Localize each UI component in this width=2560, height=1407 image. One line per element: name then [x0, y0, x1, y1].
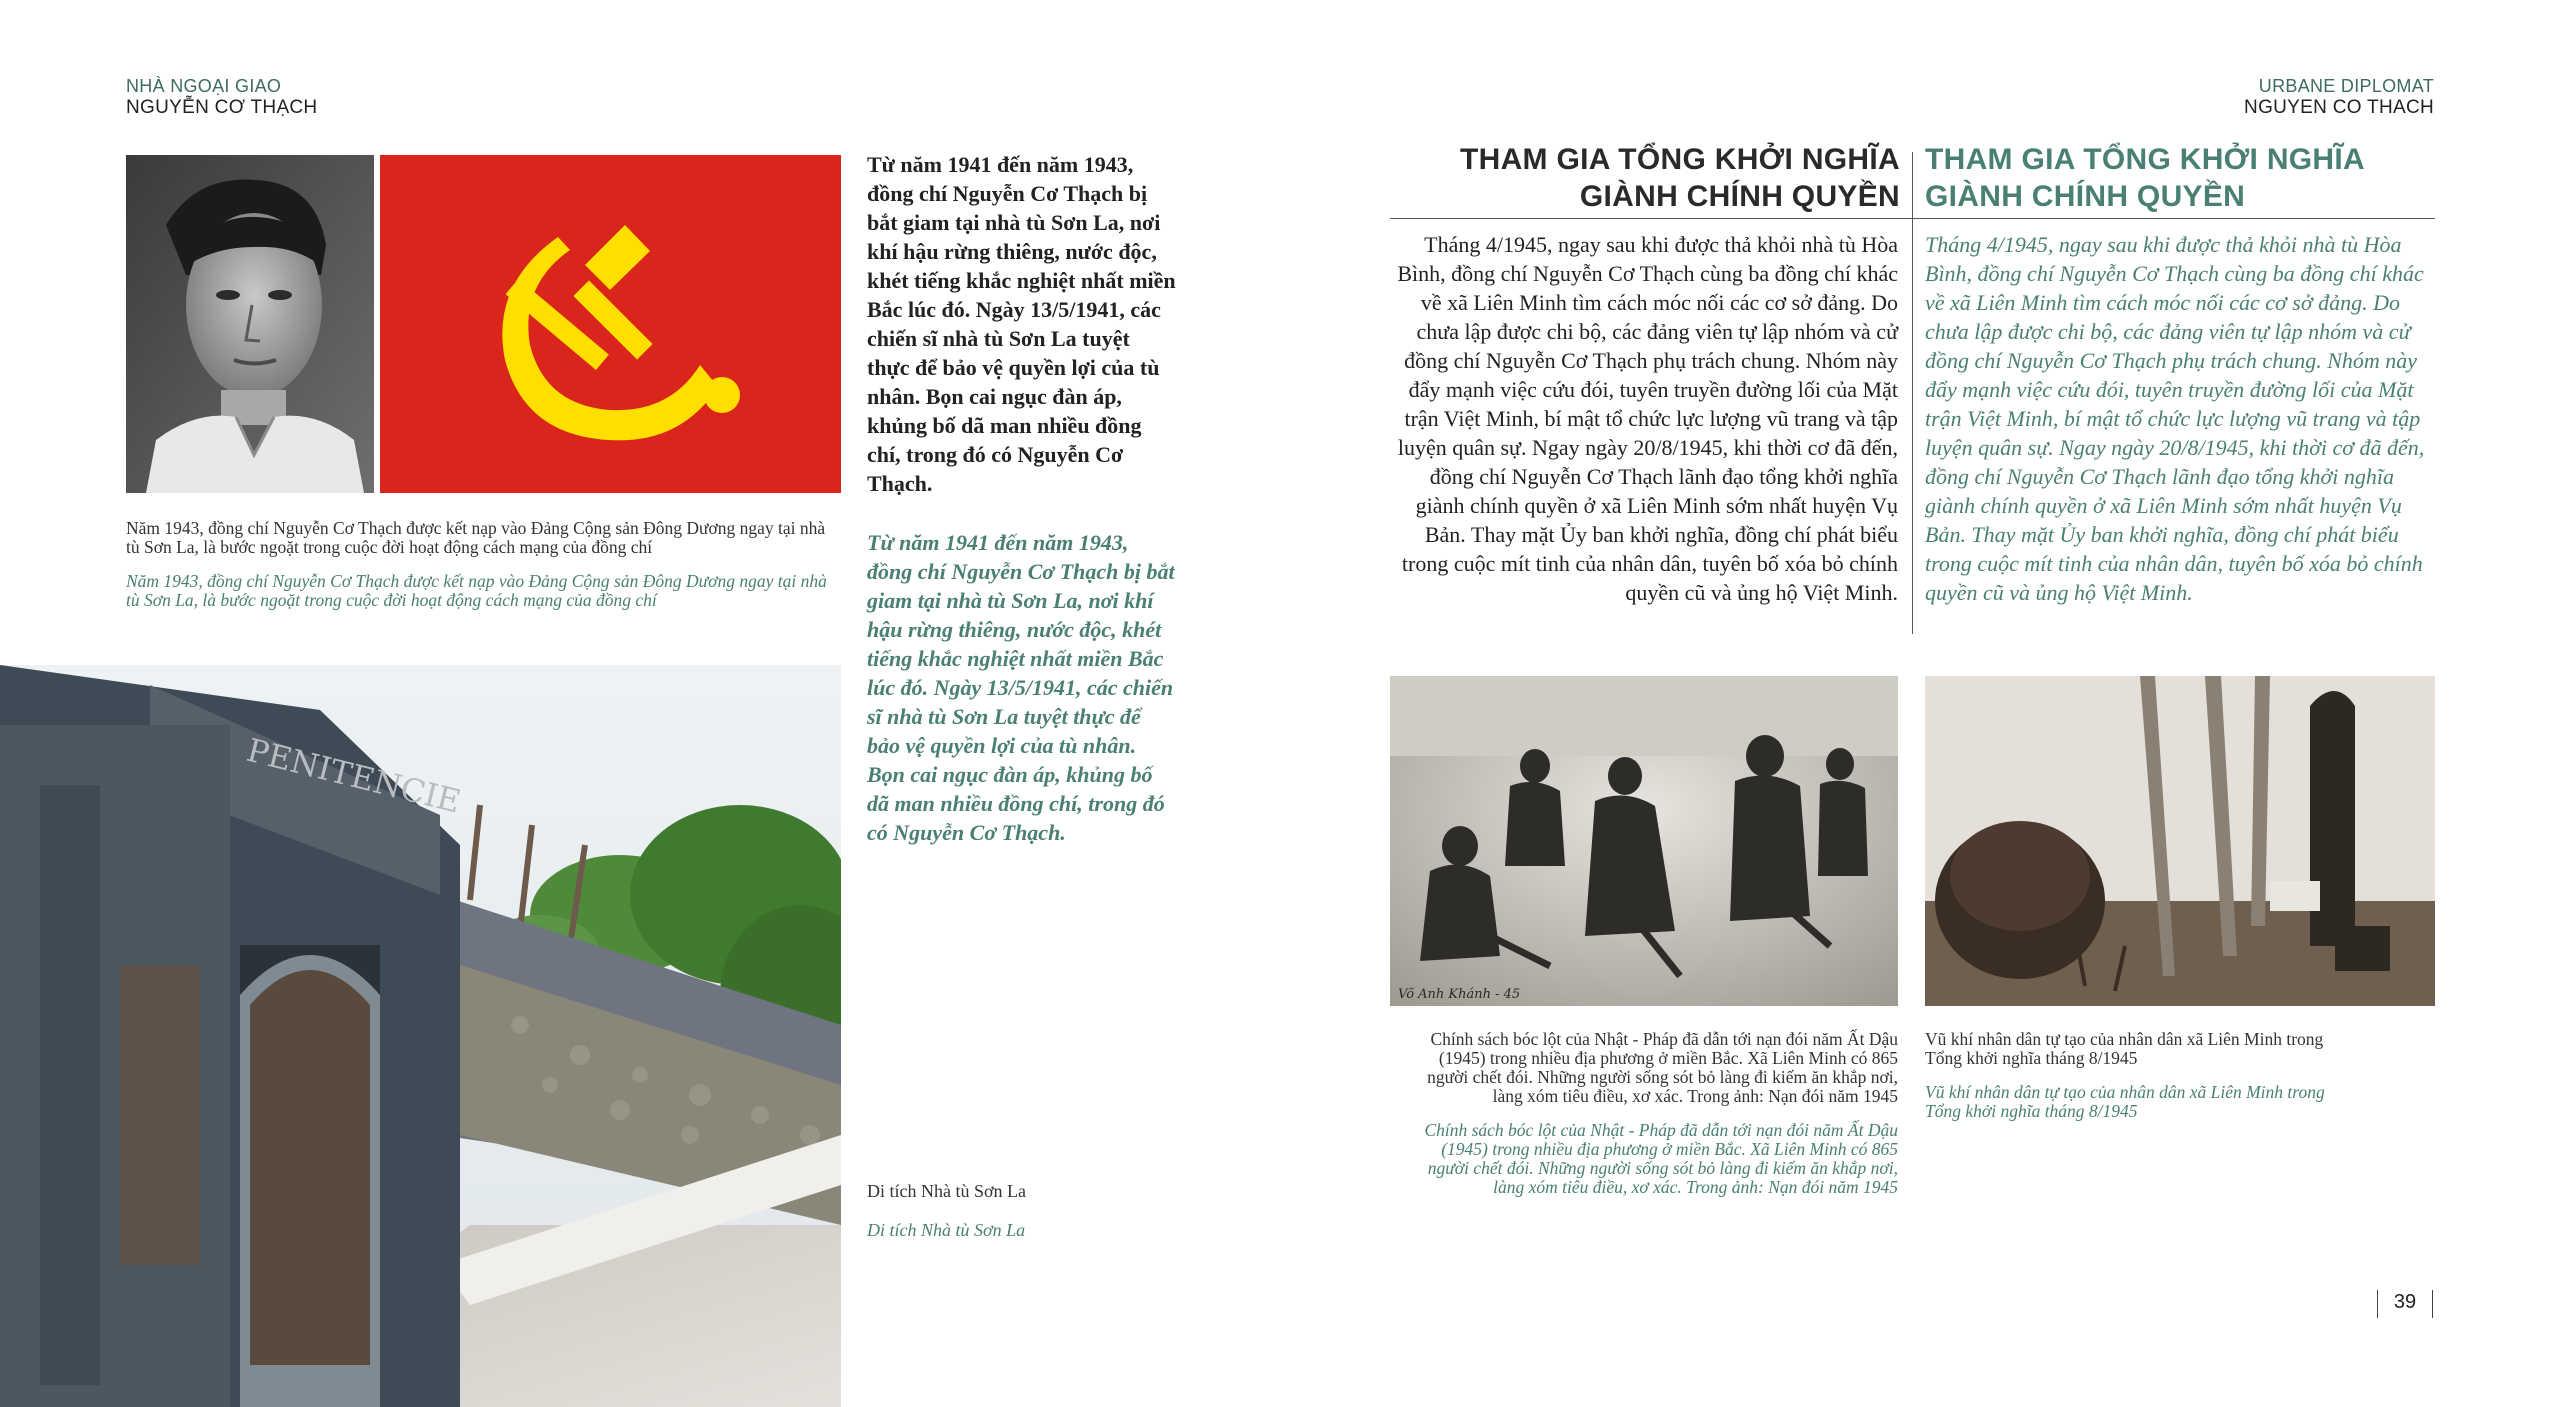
weapons-illustration [1925, 676, 2435, 1006]
heading-rule [1390, 218, 2435, 219]
right-running-header [2244, 76, 2434, 118]
side-text-italic: Từ năm 1941 đến năm 1943, đồng chí Nguyễn Cơ Thạch bị bắt giam tại nhà tù Sơn La, nơi khí hậu rừng thiêng, nước độc, khét tiếng khắc nghiệt nhất miền Bắc lúc đó. Ngày 13/5/1941, các chiến sĩ nhà tù Sơn La tuyệt thực để bảo vệ quyền lợi của tù nhân. Bọn cai ngục đàn áp, khủng bố dã man nhiều đồng chí, trong đó có Nguyễn Cơ Thạch. [867, 530, 1175, 845]
portrait-photo [126, 155, 374, 493]
body-text-left: Tháng 4/1945, ngay sau khi được thả khỏi nhà tù Hòa Bình, đồng chí Nguyễn Cơ Thạch cùng ba đồng chí khác về xã Liên Minh tìm cách móc nối các cơ sở đảng. Do chưa lập được chi bộ, các đảng viên tự lập nhóm và cử đồng chí Nguyễn Cơ Thạch phụ trách chung. Nhóm này đẩy mạnh việc cứu đói, tuyên truyền đường lối của Mặt trận Việt Minh, bí mật tổ chức lực lượng vũ trang và tập luyện quân sự. Ngay ngày 20/8/1945, khi thời cơ đã đến, đồng chí Nguyễn Cơ Thạch lãnh đạo tổng khởi nghĩa giành chính quyền ở xã Liên Minh sớm nhất huyện Vụ Bản. Thay mặt Ủy ban khởi nghĩa, đồng chí phát biểu trong cuộc mít tinh của nhân dân, tuyên bố xóa bỏ chính quyền cũ và ủng hộ Việt Minh. [1397, 232, 1898, 605]
famine-caption [1420, 1030, 1898, 1197]
heading-left-line2: GIÀNH CHÍNH QUYỀN [1579, 180, 1900, 213]
heading-left-line1: THAM GIA TỔNG KHỞI NGHĨA [1460, 143, 1900, 176]
portrait-illustration [126, 155, 374, 493]
portrait-caption-vi: Năm 1943, đồng chí Nguyễn Cơ Thạch được kết nạp vào Đảng Cộng sản Đông Dương ngay tại nhà tù Sơn La, là bước ngoặt trong cuộc đời hoạt động cách mạng của đồng chí [126, 518, 826, 557]
right-header-line1: URBANE DIPLOMAT [2258, 76, 2434, 96]
left-header-line2: NGUYỄN CƠ THẠCH [126, 97, 318, 118]
prison-photo [0, 665, 841, 1407]
page-number: 39 [2393, 1291, 2417, 1313]
famine-caption-vi: Chính sách bóc lột của Nhật - Pháp đã dẫn tới nạn đói năm Ất Dậu (1945) trong nhiều địa phương ở miền Bắc. Xã Liên Minh có 865 người chết đói. Những người sống sót bỏ làng đi kiếm ăn khắp nơi, làng xóm tiêu điều, xơ xác. Trong ảnh: Nạn đói năm 1945 [1427, 1029, 1898, 1106]
prison-gate-illustration [0, 665, 841, 1407]
heading-right-line1: THAM GIA TỔNG KHỞI NGHĨA [1925, 143, 2365, 176]
side-text-bold: Từ năm 1941 đến năm 1943, đồng chí Nguyễn Cơ Thạch bị bắt giam tại nhà tù Sơn La, nơi khí hậu rừng thiêng, nước độc, khét tiếng khắc nghiệt nhất miền Bắc lúc đó. Ngày 13/5/1941, các chiến sĩ nhà tù Sơn La tuyệt thực để bảo vệ quyền lợi của tù nhân. Bọn cai ngục đàn áp, khủng bố dã man nhiều đồng chí, trong đó có Nguyễn Cơ Thạch. [867, 152, 1176, 496]
body-text-right: Tháng 4/1945, ngay sau khi được thả khỏi nhà tù Hòa Bình, đồng chí Nguyễn Cơ Thạch cùng ba đồng chí khác về xã Liên Minh tìm cách móc nối các cơ sở đảng. Do chưa lập được chi bộ, các đảng viên tự lập nhóm và cử đồng chí Nguyễn Cơ Thạch phụ trách chung. Nhóm này đẩy mạnh việc cứu đói, tuyên truyền đường lối của Mặt trận Việt Minh, bí mật tổ chức lực lượng vũ trang và tập luyện quân sự. Ngay ngày 20/8/1945, khi thời cơ đã đến, đồng chí Nguyễn Cơ Thạch lãnh đạo tổng khởi nghĩa giành chính quyền ở xã Liên Minh sớm nhất huyện Vụ Bản. Thay mặt Ủy ban khởi nghĩa, đồng chí phát biểu trong cuộc mít tinh của nhân dân, tuyên bố xóa bỏ chính quyền cũ và ủng hộ Việt Minh. [1925, 232, 2425, 605]
weapons-photo [1925, 676, 2435, 1006]
portrait-caption [126, 519, 841, 610]
hammer-sickle-icon [380, 155, 841, 493]
column-divider [1912, 152, 1913, 634]
portrait-caption-italic: Năm 1943, đồng chí Nguyễn Cơ Thạch được kết nạp vào Đảng Cộng sản Đông Dương ngay tại nhà tù Sơn La, là bước ngoặt trong cuộc đời hoạt động cách mạng của đồng chí [126, 571, 827, 610]
prison-caption-vi: Di tích Nhà tù Sơn La [867, 1181, 1026, 1201]
left-header-line1: NHÀ NGOẠI GIAO [126, 76, 282, 96]
section-heading-right [1925, 141, 2445, 215]
weapons-caption-italic: Vũ khí nhân dân tự tạo của nhân dân xã Liên Minh trong Tổng khởi nghĩa tháng 8/1945 [1925, 1082, 2325, 1121]
heading-right-line2: GIÀNH CHÍNH QUYỀN [1925, 180, 2246, 213]
right-header-line2: NGUYEN CO THACH [2244, 97, 2434, 118]
famine-caption-italic: Chính sách bóc lột của Nhật - Pháp đã dẫn tới nạn đói năm Ất Dậu (1945) trong nhiều địa phương ở miền Bắc. Xã Liên Minh có 865 người chết đói. Những người sống sót bỏ làng đi kiếm ăn khắp nơi, làng xóm tiêu điều, xơ xác. Trong ảnh: Nạn đói năm 1945 [1424, 1120, 1898, 1197]
weapons-caption-vi: Vũ khí nhân dân tự tạo của nhân dân xã Liên Minh trong Tổng khởi nghĩa tháng 8/1945 [1925, 1029, 2324, 1068]
section-heading-left [1390, 141, 1900, 215]
weapons-caption [1925, 1030, 2345, 1121]
famine-photo [1390, 676, 1898, 1006]
prison-caption-italic: Di tích Nhà tù Sơn La [867, 1220, 1026, 1240]
page-number-rule-right [2432, 1290, 2433, 1318]
communist-party-flag [380, 155, 841, 493]
photo-signature: Võ Anh Khánh - 45 [1398, 987, 1521, 1002]
prison-sign-text: PENITENCIE [243, 730, 465, 821]
left-running-header [126, 76, 317, 118]
famine-illustration [1390, 676, 1898, 1006]
prison-caption [867, 1180, 1167, 1241]
page-number-rule-left [2377, 1290, 2378, 1318]
